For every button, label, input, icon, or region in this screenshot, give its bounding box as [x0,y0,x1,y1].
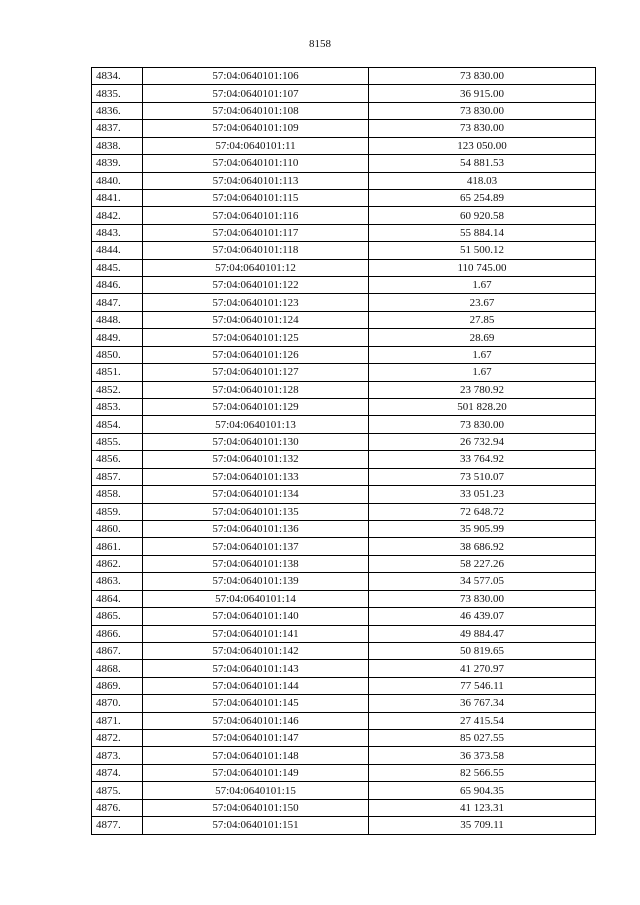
table-row [92,782,596,799]
value-cell: 36 373.58 [369,747,596,764]
row-number-cell: 4870. [92,695,143,712]
row-number-cell: 4839. [92,155,143,172]
row-number-cell: 4846. [92,277,143,294]
value-cell: 85 027.55 [369,730,596,747]
cadastral-number-cell: 57:04:0640101:134 [143,486,369,503]
table-row [92,486,596,503]
table-row [92,381,596,398]
table-row [92,677,596,694]
table-row [92,468,596,485]
row-number-cell: 4847. [92,294,143,311]
value-cell: 418.03 [369,172,596,189]
value-cell: 35 905.99 [369,520,596,537]
registry-table [91,67,596,835]
table-row [92,207,596,224]
page-number: 8158 [309,38,331,50]
cadastral-number-cell: 57:04:0640101:144 [143,677,369,694]
value-cell: 55 884.14 [369,224,596,241]
table-row [92,747,596,764]
value-cell: 46 439.07 [369,608,596,625]
cadastral-number-cell: 57:04:0640101:142 [143,642,369,659]
table-row [92,68,596,85]
value-cell: 1.67 [369,364,596,381]
row-number-cell: 4859. [92,503,143,520]
cadastral-number-cell: 57:04:0640101:108 [143,102,369,119]
cadastral-number-cell: 57:04:0640101:124 [143,311,369,328]
table-row [92,399,596,416]
table-row [92,555,596,572]
table-row [92,712,596,729]
value-cell: 27.85 [369,311,596,328]
cadastral-number-cell: 57:04:0640101:146 [143,712,369,729]
cadastral-number-cell: 57:04:0640101:11 [143,137,369,154]
cadastral-number-cell: 57:04:0640101:110 [143,155,369,172]
value-cell: 77 546.11 [369,677,596,694]
cadastral-number-cell: 57:04:0640101:133 [143,468,369,485]
table-row [92,224,596,241]
cadastral-number-cell: 57:04:0640101:118 [143,242,369,259]
row-number-cell: 4850. [92,346,143,363]
cadastral-number-cell: 57:04:0640101:125 [143,329,369,346]
cadastral-number-cell: 57:04:0640101:14 [143,590,369,607]
table-row [92,642,596,659]
cadastral-number-cell: 57:04:0640101:123 [143,294,369,311]
value-cell: 26 732.94 [369,433,596,450]
row-number-cell: 4853. [92,399,143,416]
table-row [92,346,596,363]
row-number-cell: 4856. [92,451,143,468]
row-number-cell: 4845. [92,259,143,276]
value-cell: 35 709.11 [369,817,596,834]
value-cell: 41 270.97 [369,660,596,677]
row-number-cell: 4844. [92,242,143,259]
row-number-cell: 4852. [92,381,143,398]
table-row [92,294,596,311]
row-number-cell: 4866. [92,625,143,642]
table-row [92,695,596,712]
row-number-cell: 4843. [92,224,143,241]
table-row [92,102,596,119]
table-row [92,311,596,328]
value-cell: 23 780.92 [369,381,596,398]
table-row [92,799,596,816]
row-number-cell: 4837. [92,120,143,137]
value-cell: 501 828.20 [369,399,596,416]
value-cell: 36 767.34 [369,695,596,712]
row-number-cell: 4858. [92,486,143,503]
row-number-cell: 4857. [92,468,143,485]
row-number-cell: 4854. [92,416,143,433]
row-number-cell: 4865. [92,608,143,625]
table-row [92,433,596,450]
value-cell: 38 686.92 [369,538,596,555]
cadastral-number-cell: 57:04:0640101:141 [143,625,369,642]
row-number-cell: 4861. [92,538,143,555]
value-cell: 110 745.00 [369,259,596,276]
cadastral-number-cell: 57:04:0640101:122 [143,277,369,294]
row-number-cell: 4864. [92,590,143,607]
value-cell: 34 577.05 [369,573,596,590]
cadastral-number-cell: 57:04:0640101:138 [143,555,369,572]
table-row [92,573,596,590]
value-cell: 50 819.65 [369,642,596,659]
row-number-cell: 4867. [92,642,143,659]
cadastral-number-cell: 57:04:0640101:130 [143,433,369,450]
cadastral-number-cell: 57:04:0640101:113 [143,172,369,189]
value-cell: 65 904.35 [369,782,596,799]
value-cell: 123 050.00 [369,137,596,154]
table-row [92,451,596,468]
table-row [92,329,596,346]
table-row [92,242,596,259]
cadastral-number-cell: 57:04:0640101:145 [143,695,369,712]
row-number-cell: 4851. [92,364,143,381]
row-number-cell: 4868. [92,660,143,677]
row-number-cell: 4841. [92,189,143,206]
value-cell: 28.69 [369,329,596,346]
table-row [92,189,596,206]
cadastral-number-cell: 57:04:0640101:13 [143,416,369,433]
value-cell: 60 920.58 [369,207,596,224]
cadastral-number-cell: 57:04:0640101:129 [143,399,369,416]
row-number-cell: 4876. [92,799,143,816]
row-number-cell: 4874. [92,764,143,781]
value-cell: 33 764.92 [369,451,596,468]
value-cell: 1.67 [369,277,596,294]
cadastral-number-cell: 57:04:0640101:106 [143,68,369,85]
row-number-cell: 4836. [92,102,143,119]
cadastral-number-cell: 57:04:0640101:136 [143,520,369,537]
value-cell: 41 123.31 [369,799,596,816]
cadastral-number-cell: 57:04:0640101:143 [143,660,369,677]
row-number-cell: 4834. [92,68,143,85]
value-cell: 73 830.00 [369,590,596,607]
cadastral-number-cell: 57:04:0640101:140 [143,608,369,625]
table-row [92,503,596,520]
row-number-cell: 4838. [92,137,143,154]
cadastral-number-cell: 57:04:0640101:126 [143,346,369,363]
row-number-cell: 4872. [92,730,143,747]
row-number-cell: 4869. [92,677,143,694]
cadastral-number-cell: 57:04:0640101:109 [143,120,369,137]
table-row [92,277,596,294]
value-cell: 73 830.00 [369,416,596,433]
value-cell: 27 415.54 [369,712,596,729]
table-row [92,259,596,276]
table-row [92,817,596,834]
table-row [92,660,596,677]
cadastral-number-cell: 57:04:0640101:135 [143,503,369,520]
table-row [92,538,596,555]
cadastral-number-cell: 57:04:0640101:149 [143,764,369,781]
value-cell: 82 566.55 [369,764,596,781]
cadastral-number-cell: 57:04:0640101:151 [143,817,369,834]
cadastral-number-cell: 57:04:0640101:15 [143,782,369,799]
row-number-cell: 4875. [92,782,143,799]
row-number-cell: 4840. [92,172,143,189]
table-row [92,590,596,607]
value-cell: 73 510.07 [369,468,596,485]
value-cell: 65 254.89 [369,189,596,206]
row-number-cell: 4835. [92,85,143,102]
value-cell: 54 881.53 [369,155,596,172]
table-body [92,68,596,835]
table-row [92,155,596,172]
table-row [92,364,596,381]
cadastral-number-cell: 57:04:0640101:150 [143,799,369,816]
row-number-cell: 4848. [92,311,143,328]
table-row [92,520,596,537]
value-cell: 1.67 [369,346,596,363]
value-cell: 73 830.00 [369,68,596,85]
cadastral-number-cell: 57:04:0640101:12 [143,259,369,276]
row-number-cell: 4871. [92,712,143,729]
table-row [92,764,596,781]
row-number-cell: 4855. [92,433,143,450]
row-number-cell: 4862. [92,555,143,572]
table-row [92,625,596,642]
cadastral-number-cell: 57:04:0640101:107 [143,85,369,102]
table-row [92,416,596,433]
value-cell: 49 884.47 [369,625,596,642]
cadastral-number-cell: 57:04:0640101:147 [143,730,369,747]
row-number-cell: 4842. [92,207,143,224]
value-cell: 36 915.00 [369,85,596,102]
value-cell: 51 500.12 [369,242,596,259]
row-number-cell: 4873. [92,747,143,764]
row-number-cell: 4849. [92,329,143,346]
table-row [92,172,596,189]
row-number-cell: 4877. [92,817,143,834]
table-row [92,730,596,747]
table-row [92,137,596,154]
value-cell: 73 830.00 [369,102,596,119]
cadastral-number-cell: 57:04:0640101:115 [143,189,369,206]
cadastral-number-cell: 57:04:0640101:139 [143,573,369,590]
cadastral-number-cell: 57:04:0640101:117 [143,224,369,241]
table-row [92,608,596,625]
cadastral-number-cell: 57:04:0640101:132 [143,451,369,468]
value-cell: 33 051.23 [369,486,596,503]
cadastral-number-cell: 57:04:0640101:116 [143,207,369,224]
cadastral-number-cell: 57:04:0640101:137 [143,538,369,555]
cadastral-number-cell: 57:04:0640101:148 [143,747,369,764]
row-number-cell: 4863. [92,573,143,590]
cadastral-number-cell: 57:04:0640101:128 [143,381,369,398]
table-row [92,85,596,102]
table-row [92,120,596,137]
value-cell: 23.67 [369,294,596,311]
value-cell: 72 648.72 [369,503,596,520]
value-cell: 58 227.26 [369,555,596,572]
row-number-cell: 4860. [92,520,143,537]
value-cell: 73 830.00 [369,120,596,137]
cadastral-number-cell: 57:04:0640101:127 [143,364,369,381]
